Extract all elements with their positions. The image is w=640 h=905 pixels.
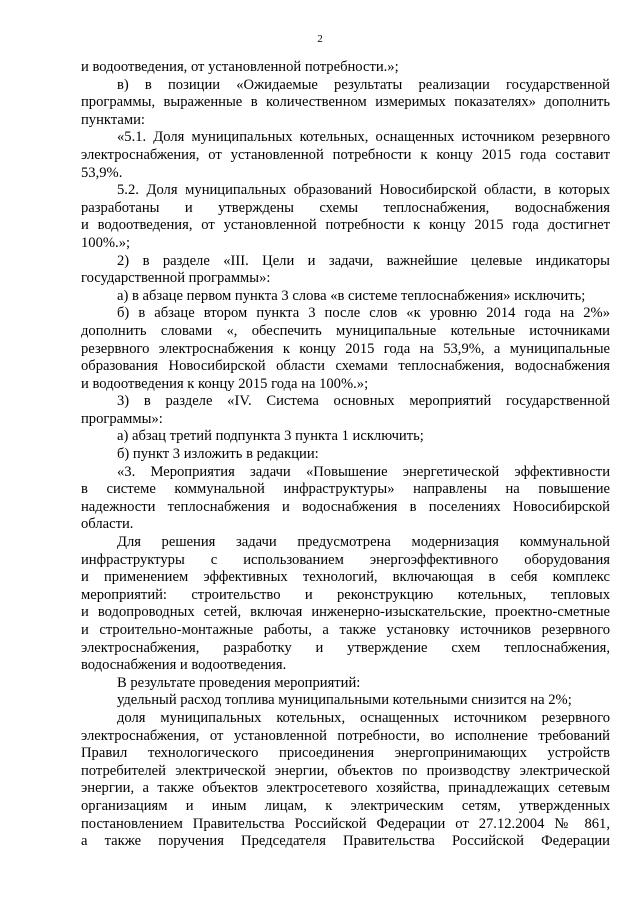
page-number: 2 — [317, 33, 323, 45]
text-line: постановлением Правительства Российской Федерации от 27.12.2004 № 861, — [81, 815, 610, 832]
text-line: 5.2. Доля муниципальных образований Новосибирской области, в которых — [117, 182, 610, 199]
text-line: а) абзац третий подпункта 3 пункта 1 исключить; — [117, 428, 424, 445]
body-text — [81, 59, 610, 851]
text-line: мероприятий: строительство и реконструкцию котельных, тепловых — [81, 586, 610, 603]
text-line: 53,9%. — [81, 164, 123, 181]
text-line: программы»: — [81, 410, 163, 427]
text-line: электроснабжения, от установленной потребности к концу 2015 года составит — [81, 146, 610, 163]
text-line: и водоотведения, от установленной потребности.»; — [81, 59, 399, 75]
text-line: области. — [81, 516, 134, 533]
text-line: «3. Мероприятия задачи «Повышение энергетической эффективности — [117, 463, 610, 480]
text-line: водоснабжения и водоотведения. — [81, 657, 287, 674]
text-line: разработаны и утверждены схемы теплоснабжения, водоснабжения — [81, 199, 610, 216]
text-line: а также поручения Председателя Правительства Российской Федерации — [81, 833, 610, 850]
text-line: б) пункт 3 изложить в редакции: — [117, 446, 319, 463]
text-line: «5.1. Доля муниципальных котельных, оснащенных источником резервного — [117, 129, 610, 146]
text-line: в) в позиции «Ожидаемые результаты реализации государственной — [117, 76, 610, 93]
text-line: а) в абзаце первом пункта 3 слова «в системе теплоснабжения» исключить; — [117, 287, 586, 304]
text-line: доля муниципальных котельных, оснащенных источником резервного — [117, 709, 610, 726]
text-line: энергии, а также объектов электросетевого хозяйства, принадлежащих сетевым — [81, 780, 610, 797]
text-line: В результате проведения мероприятий: — [117, 674, 361, 691]
text-line: государственной программы»: — [81, 270, 271, 287]
text-line: надежности теплоснабжения и водоснабжения в поселениях Новосибирской — [81, 498, 610, 515]
text-line: электроснабжения, разработку и утверждение схем теплоснабжения, — [81, 639, 610, 656]
text-line: образования Новосибирской области схемами теплоснабжения, водоснабжения — [81, 358, 610, 375]
text-line: программы, выраженные в количественном измеримых показателях» дополнить — [81, 94, 610, 111]
text-line: организациям и иным лицам, к электрическим сетям, утвержденных — [81, 797, 610, 814]
text-line: и применением эффективных технологий, включающая в себя комплекс — [81, 569, 610, 586]
text-line: 2) в разделе «III. Цели и задачи, важнейшие целевые индикаторы — [117, 252, 610, 269]
text-line: Правил технологического присоединения энергопринимающих устройств — [81, 745, 610, 762]
text-line: электроснабжения, от установленной потребности, во исполнение требований — [81, 727, 610, 744]
text-line: и водоотведения к концу 2015 года на 100%.»; — [81, 375, 369, 392]
text-line: инфраструктуры с использованием энергоэффективного оборудования — [81, 551, 610, 568]
text-line: пунктами: — [81, 111, 145, 128]
text-line: и водопроводных сетей, включая инженерно-изыскательские, проектно-сметные — [81, 604, 610, 621]
text-line: 100%.»; — [81, 234, 131, 251]
text-line: удельный расход топлива муниципальными котельными снизится на 2%; — [117, 692, 572, 709]
text-line: в системе коммунальной инфраструктуры» направлены на повышение — [81, 481, 610, 498]
text-line: 3) в разделе «IV. Система основных мероприятий государственной — [117, 393, 610, 410]
text-line: резервного электроснабжения к концу 2015 года на 53,9%, а муниципальные — [81, 340, 610, 357]
text-line: и строительно-монтажные работы, а также установку источников резервного — [81, 622, 610, 638]
text-line: потребителей электрической энергии, объектов по производству электрической — [81, 762, 610, 779]
text-line: Для решения задачи предусмотрена модернизация коммунальной — [117, 534, 610, 551]
text-line: и водоотведения, от установленной потребности к концу 2015 года достигнет — [81, 217, 610, 234]
text-line: б) в абзаце втором пункта 3 после слов «к уровню 2014 года на 2%» — [117, 305, 610, 322]
text-line: дополнить словами «, обеспечить муниципальные котельные источниками — [81, 322, 610, 339]
